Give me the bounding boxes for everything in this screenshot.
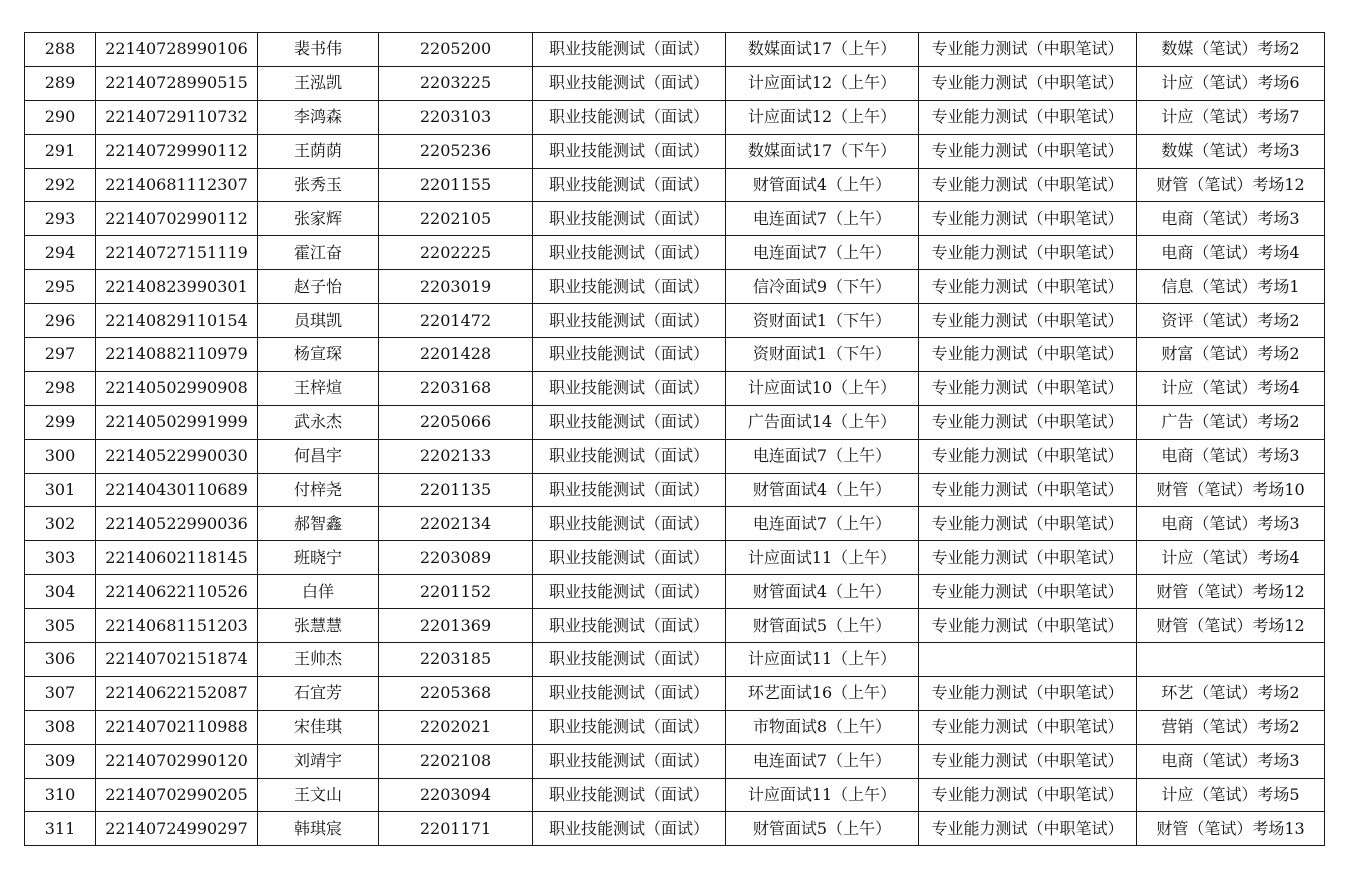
reg-no-cell: 2201428 [379, 338, 533, 372]
written-subject-cell: 专业能力测试（中职笔试） [919, 270, 1137, 304]
interview-room-cell: 数媒面试17（上午） [726, 33, 919, 67]
reg-no-cell: 2202134 [379, 507, 533, 541]
interview-room-cell: 计应面试12（上午） [726, 66, 919, 100]
name-cell: 付梓尧 [258, 473, 379, 507]
seq-cell: 291 [25, 134, 96, 168]
written-subject-cell: 专业能力测试（中职笔试） [919, 710, 1137, 744]
written-room-cell [1137, 643, 1325, 677]
seq-cell: 302 [25, 507, 96, 541]
interview-subject-cell: 职业技能测试（面试） [533, 744, 726, 778]
table-row [25, 744, 1325, 778]
interview-subject-cell: 职业技能测试（面试） [533, 439, 726, 473]
reg-no-cell: 2201472 [379, 304, 533, 338]
written-room-cell: 数媒（笔试）考场3 [1137, 134, 1325, 168]
name-cell: 王文山 [258, 778, 379, 812]
interview-subject-cell: 职业技能测试（面试） [533, 405, 726, 439]
name-cell: 员琪凯 [258, 304, 379, 338]
reg-no-cell: 2201135 [379, 473, 533, 507]
written-subject-cell: 专业能力测试（中职笔试） [919, 66, 1137, 100]
name-cell: 白佯 [258, 575, 379, 609]
seq-cell: 306 [25, 643, 96, 677]
written-room-cell: 电商（笔试）考场4 [1137, 236, 1325, 270]
seq-cell: 290 [25, 100, 96, 134]
seq-cell: 297 [25, 338, 96, 372]
reg-no-cell: 2201152 [379, 575, 533, 609]
interview-subject-cell: 职业技能测试（面试） [533, 676, 726, 710]
exam-id-cell: 22140522990030 [96, 439, 258, 473]
table-row [25, 371, 1325, 405]
written-subject-cell: 专业能力测试（中职笔试） [919, 676, 1137, 710]
interview-room-cell: 资财面试1（下午） [726, 304, 919, 338]
written-room-cell: 资评（笔试）考场2 [1137, 304, 1325, 338]
written-room-cell: 营销（笔试）考场2 [1137, 710, 1325, 744]
interview-room-cell: 计应面试11（上午） [726, 643, 919, 677]
name-cell: 宋佳琪 [258, 710, 379, 744]
written-room-cell: 计应（笔试）考场4 [1137, 371, 1325, 405]
name-cell: 王泓凯 [258, 66, 379, 100]
reg-no-cell: 2201155 [379, 168, 533, 202]
seq-cell: 288 [25, 33, 96, 67]
written-subject-cell: 专业能力测试（中职笔试） [919, 575, 1137, 609]
seq-cell: 311 [25, 812, 96, 846]
exam-id-cell: 22140502991999 [96, 405, 258, 439]
name-cell: 王梓煊 [258, 371, 379, 405]
table-row [25, 507, 1325, 541]
written-room-cell: 财管（笔试）考场10 [1137, 473, 1325, 507]
written-room-cell: 电商（笔试）考场3 [1137, 744, 1325, 778]
reg-no-cell: 2203089 [379, 541, 533, 575]
seq-cell: 295 [25, 270, 96, 304]
written-subject-cell [919, 643, 1137, 677]
written-subject-cell: 专业能力测试（中职笔试） [919, 405, 1137, 439]
interview-subject-cell: 职业技能测试（面试） [533, 66, 726, 100]
table-row [25, 33, 1325, 67]
seq-cell: 294 [25, 236, 96, 270]
written-subject-cell: 专业能力测试（中职笔试） [919, 134, 1137, 168]
table-row [25, 473, 1325, 507]
written-subject-cell: 专业能力测试（中职笔试） [919, 439, 1137, 473]
written-room-cell: 财管（笔试）考场12 [1137, 168, 1325, 202]
exam-id-cell: 22140681151203 [96, 609, 258, 643]
exam-id-cell: 22140702990112 [96, 202, 258, 236]
exam-id-cell: 22140702110988 [96, 710, 258, 744]
name-cell: 张秀玉 [258, 168, 379, 202]
written-room-cell: 财管（笔试）考场12 [1137, 609, 1325, 643]
reg-no-cell: 2203185 [379, 643, 533, 677]
written-subject-cell: 专业能力测试（中职笔试） [919, 609, 1137, 643]
seq-cell: 309 [25, 744, 96, 778]
table-row [25, 134, 1325, 168]
written-room-cell: 财富（笔试）考场2 [1137, 338, 1325, 372]
interview-subject-cell: 职业技能测试（面试） [533, 100, 726, 134]
interview-subject-cell: 职业技能测试（面试） [533, 202, 726, 236]
name-cell: 石宜芳 [258, 676, 379, 710]
reg-no-cell: 2201171 [379, 812, 533, 846]
interview-subject-cell: 职业技能测试（面试） [533, 338, 726, 372]
interview-room-cell: 财管面试5（上午） [726, 609, 919, 643]
written-room-cell: 电商（笔试）考场3 [1137, 202, 1325, 236]
written-subject-cell: 专业能力测试（中职笔试） [919, 202, 1137, 236]
exam-id-cell: 22140727151119 [96, 236, 258, 270]
table-row [25, 609, 1325, 643]
table-row [25, 270, 1325, 304]
interview-subject-cell: 职业技能测试（面试） [533, 778, 726, 812]
reg-no-cell: 2202133 [379, 439, 533, 473]
table-row [25, 100, 1325, 134]
interview-room-cell: 市物面试8（上午） [726, 710, 919, 744]
exam-id-cell: 22140602118145 [96, 541, 258, 575]
table-row [25, 575, 1325, 609]
table-row [25, 439, 1325, 473]
table-row [25, 202, 1325, 236]
seq-cell: 303 [25, 541, 96, 575]
reg-no-cell: 2202105 [379, 202, 533, 236]
exam-id-cell: 22140430110689 [96, 473, 258, 507]
exam-id-cell: 22140729110732 [96, 100, 258, 134]
reg-no-cell: 2202108 [379, 744, 533, 778]
written-subject-cell: 专业能力测试（中职笔试） [919, 507, 1137, 541]
exam-id-cell: 22140702151874 [96, 643, 258, 677]
written-room-cell: 电商（笔试）考场3 [1137, 507, 1325, 541]
interview-room-cell: 环艺面试16（上午） [726, 676, 919, 710]
reg-no-cell: 2203168 [379, 371, 533, 405]
exam-roster-table [24, 32, 1325, 846]
interview-subject-cell: 职业技能测试（面试） [533, 33, 726, 67]
name-cell: 何昌宇 [258, 439, 379, 473]
interview-room-cell: 电连面试7（上午） [726, 507, 919, 541]
interview-subject-cell: 职业技能测试（面试） [533, 304, 726, 338]
table-row [25, 541, 1325, 575]
seq-cell: 308 [25, 710, 96, 744]
table-row [25, 710, 1325, 744]
table-row [25, 168, 1325, 202]
name-cell: 赵子怡 [258, 270, 379, 304]
exam-id-cell: 22140829110154 [96, 304, 258, 338]
seq-cell: 299 [25, 405, 96, 439]
exam-roster-body [25, 33, 1325, 846]
written-room-cell: 计应（笔试）考场4 [1137, 541, 1325, 575]
interview-subject-cell: 职业技能测试（面试） [533, 507, 726, 541]
name-cell: 张家辉 [258, 202, 379, 236]
name-cell: 王帅杰 [258, 643, 379, 677]
exam-id-cell: 22140882110979 [96, 338, 258, 372]
reg-no-cell: 2205066 [379, 405, 533, 439]
table-row [25, 338, 1325, 372]
written-room-cell: 计应（笔试）考场7 [1137, 100, 1325, 134]
interview-room-cell: 信冷面试9（下午） [726, 270, 919, 304]
written-subject-cell: 专业能力测试（中职笔试） [919, 371, 1137, 405]
exam-id-cell: 22140729990112 [96, 134, 258, 168]
written-subject-cell: 专业能力测试（中职笔试） [919, 33, 1137, 67]
written-subject-cell: 专业能力测试（中职笔试） [919, 100, 1137, 134]
written-subject-cell: 专业能力测试（中职笔试） [919, 338, 1137, 372]
exam-id-cell: 22140823990301 [96, 270, 258, 304]
reg-no-cell: 2203094 [379, 778, 533, 812]
written-room-cell: 计应（笔试）考场6 [1137, 66, 1325, 100]
written-subject-cell: 专业能力测试（中职笔试） [919, 778, 1137, 812]
written-room-cell: 财管（笔试）考场12 [1137, 575, 1325, 609]
exam-id-cell: 22140681112307 [96, 168, 258, 202]
interview-room-cell: 电连面试7（上午） [726, 744, 919, 778]
interview-subject-cell: 职业技能测试（面试） [533, 812, 726, 846]
interview-subject-cell: 职业技能测试（面试） [533, 371, 726, 405]
exam-id-cell: 22140702990120 [96, 744, 258, 778]
reg-no-cell: 2202021 [379, 710, 533, 744]
written-subject-cell: 专业能力测试（中职笔试） [919, 236, 1137, 270]
written-subject-cell: 专业能力测试（中职笔试） [919, 168, 1137, 202]
written-room-cell: 数媒（笔试）考场2 [1137, 33, 1325, 67]
exam-roster-sheet [24, 32, 1325, 846]
name-cell: 李鸿森 [258, 100, 379, 134]
written-subject-cell: 专业能力测试（中职笔试） [919, 812, 1137, 846]
interview-room-cell: 电连面试7（上午） [726, 236, 919, 270]
table-row [25, 405, 1325, 439]
written-room-cell: 财管（笔试）考场13 [1137, 812, 1325, 846]
interview-subject-cell: 职业技能测试（面试） [533, 473, 726, 507]
exam-id-cell: 22140522990036 [96, 507, 258, 541]
seq-cell: 298 [25, 371, 96, 405]
interview-room-cell: 财管面试5（上午） [726, 812, 919, 846]
name-cell: 武永杰 [258, 405, 379, 439]
interview-room-cell: 数媒面试17（下午） [726, 134, 919, 168]
interview-subject-cell: 职业技能测试（面试） [533, 134, 726, 168]
interview-room-cell: 计应面试11（上午） [726, 778, 919, 812]
interview-room-cell: 计应面试10（上午） [726, 371, 919, 405]
reg-no-cell: 2205236 [379, 134, 533, 168]
exam-id-cell: 22140702990205 [96, 778, 258, 812]
name-cell: 班晓宁 [258, 541, 379, 575]
interview-subject-cell: 职业技能测试（面试） [533, 710, 726, 744]
table-row [25, 676, 1325, 710]
seq-cell: 305 [25, 609, 96, 643]
interview-subject-cell: 职业技能测试（面试） [533, 270, 726, 304]
seq-cell: 310 [25, 778, 96, 812]
interview-subject-cell: 职业技能测试（面试） [533, 236, 726, 270]
table-row [25, 778, 1325, 812]
name-cell: 王荫荫 [258, 134, 379, 168]
written-room-cell: 电商（笔试）考场3 [1137, 439, 1325, 473]
reg-no-cell: 2201369 [379, 609, 533, 643]
seq-cell: 300 [25, 439, 96, 473]
written-room-cell: 广告（笔试）考场2 [1137, 405, 1325, 439]
name-cell: 刘靖宇 [258, 744, 379, 778]
name-cell: 张慧慧 [258, 609, 379, 643]
seq-cell: 293 [25, 202, 96, 236]
seq-cell: 292 [25, 168, 96, 202]
written-room-cell: 环艺（笔试）考场2 [1137, 676, 1325, 710]
table-row [25, 304, 1325, 338]
exam-id-cell: 22140502990908 [96, 371, 258, 405]
interview-subject-cell: 职业技能测试（面试） [533, 609, 726, 643]
name-cell: 杨宣琛 [258, 338, 379, 372]
reg-no-cell: 2205368 [379, 676, 533, 710]
interview-subject-cell: 职业技能测试（面试） [533, 575, 726, 609]
exam-id-cell: 22140728990515 [96, 66, 258, 100]
written-subject-cell: 专业能力测试（中职笔试） [919, 304, 1137, 338]
interview-room-cell: 电连面试7（上午） [726, 439, 919, 473]
interview-room-cell: 计应面试12（上午） [726, 100, 919, 134]
table-row [25, 66, 1325, 100]
seq-cell: 296 [25, 304, 96, 338]
seq-cell: 289 [25, 66, 96, 100]
name-cell: 韩琪宸 [258, 812, 379, 846]
name-cell: 裴书伟 [258, 33, 379, 67]
reg-no-cell: 2205200 [379, 33, 533, 67]
exam-id-cell: 22140622110526 [96, 575, 258, 609]
written-subject-cell: 专业能力测试（中职笔试） [919, 541, 1137, 575]
written-subject-cell: 专业能力测试（中职笔试） [919, 744, 1137, 778]
reg-no-cell: 2203103 [379, 100, 533, 134]
name-cell: 霍江奋 [258, 236, 379, 270]
reg-no-cell: 2203019 [379, 270, 533, 304]
interview-room-cell: 广告面试14（上午） [726, 405, 919, 439]
exam-id-cell: 22140724990297 [96, 812, 258, 846]
table-row [25, 236, 1325, 270]
reg-no-cell: 2203225 [379, 66, 533, 100]
seq-cell: 304 [25, 575, 96, 609]
table-row [25, 812, 1325, 846]
written-subject-cell: 专业能力测试（中职笔试） [919, 473, 1137, 507]
written-room-cell: 信息（笔试）考场1 [1137, 270, 1325, 304]
interview-room-cell: 计应面试11（上午） [726, 541, 919, 575]
interview-subject-cell: 职业技能测试（面试） [533, 541, 726, 575]
exam-id-cell: 22140728990106 [96, 33, 258, 67]
name-cell: 郝智鑫 [258, 507, 379, 541]
interview-subject-cell: 职业技能测试（面试） [533, 168, 726, 202]
interview-room-cell: 财管面试4（上午） [726, 168, 919, 202]
interview-room-cell: 电连面试7（上午） [726, 202, 919, 236]
written-room-cell: 计应（笔试）考场5 [1137, 778, 1325, 812]
seq-cell: 301 [25, 473, 96, 507]
exam-id-cell: 22140622152087 [96, 676, 258, 710]
interview-subject-cell: 职业技能测试（面试） [533, 643, 726, 677]
interview-room-cell: 资财面试1（下午） [726, 338, 919, 372]
seq-cell: 307 [25, 676, 96, 710]
table-row [25, 643, 1325, 677]
reg-no-cell: 2202225 [379, 236, 533, 270]
interview-room-cell: 财管面试4（上午） [726, 473, 919, 507]
interview-room-cell: 财管面试4（上午） [726, 575, 919, 609]
